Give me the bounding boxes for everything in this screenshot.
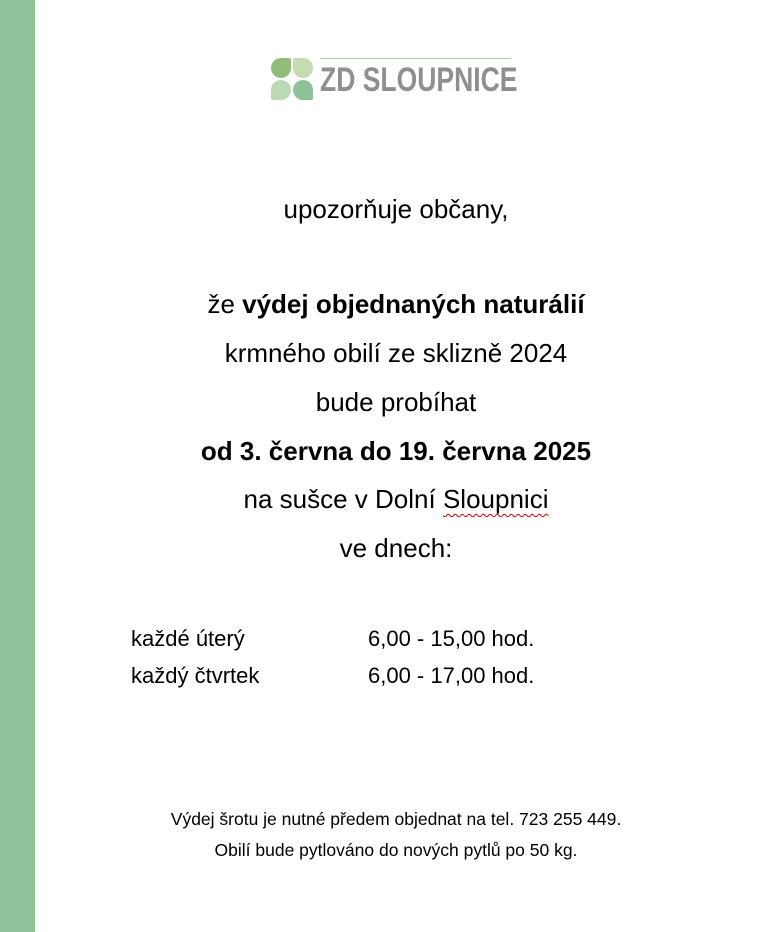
intro-text: upozorňuje občany, bbox=[283, 194, 509, 224]
announcement-line-5 bbox=[35, 482, 757, 516]
announcement-line-3: bude probíhat bbox=[315, 387, 477, 417]
announcement-line-2: krmného obilí ze sklizně 2024 bbox=[224, 338, 568, 368]
side-accent-bar bbox=[0, 0, 35, 932]
logo bbox=[270, 57, 518, 103]
clover-icon bbox=[270, 57, 314, 101]
schedule-day-2: každý čtvrtek bbox=[131, 663, 260, 688]
schedule-day-1: každé úterý bbox=[131, 626, 245, 651]
date-range: od 3. června do 19. června 2025 bbox=[200, 436, 592, 466]
schedule-hours-2: 6,00 - 17,00 hod. bbox=[368, 663, 535, 688]
line1-bold: výdej objednaných naturálií bbox=[242, 289, 585, 319]
line1-prefix: že bbox=[207, 289, 243, 319]
footer-line-2: Obilí bude pytlováno do nových pytlů po 50 kg. bbox=[214, 840, 578, 860]
line5-prefix: na sušce v Dolní bbox=[243, 484, 443, 514]
footer-line-1: Výdej šrotu je nutné předem objednat na tel. 723 255 449. bbox=[170, 809, 622, 829]
logo-text: ZD SLOUPNICE bbox=[320, 61, 518, 99]
line5-place: Sloupnici bbox=[442, 484, 549, 514]
schedule-hours-1: 6,00 - 15,00 hod. bbox=[368, 626, 535, 651]
announcement-line-1 bbox=[35, 287, 757, 321]
announcement-line-6: ve dnech: bbox=[339, 533, 453, 563]
